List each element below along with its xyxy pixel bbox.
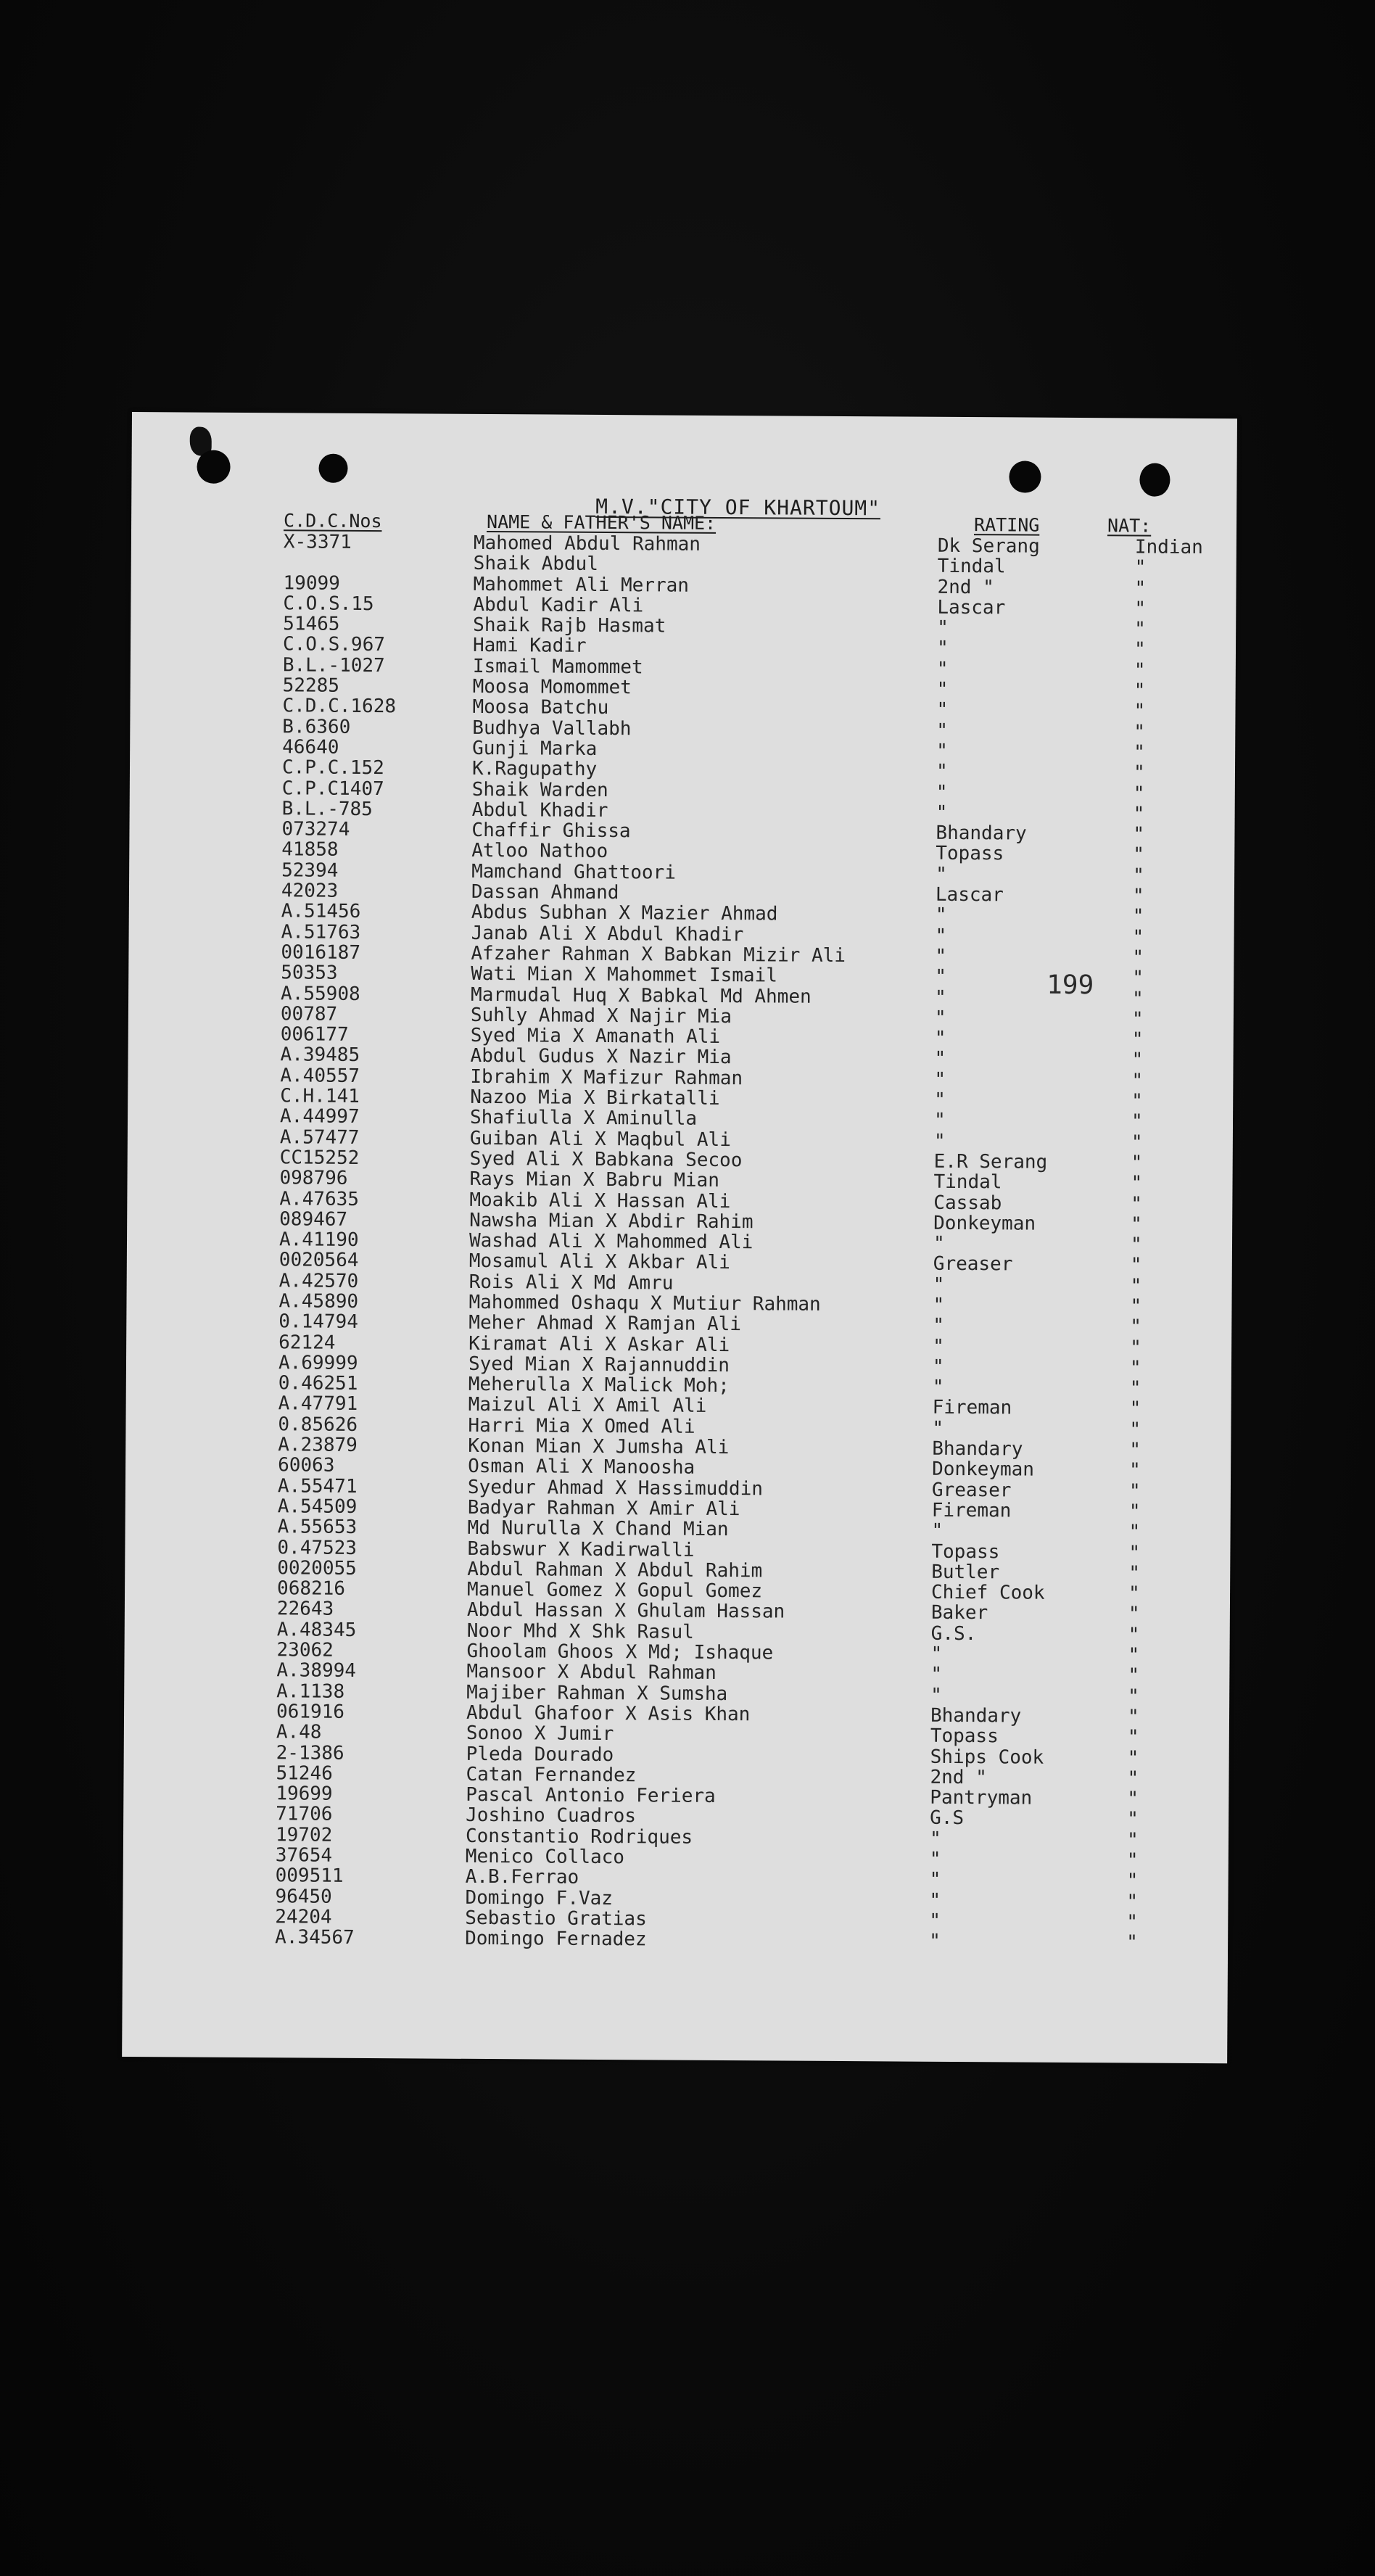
crew-name: Abdul Gudus X Nazir Mia	[470, 1045, 732, 1069]
cdc-number: 0.85626	[278, 1413, 358, 1436]
cdc-number: 19699	[276, 1783, 333, 1805]
page-number: 199	[1046, 970, 1094, 1001]
crew-name: Majiber Rahman X Sumsha	[466, 1681, 728, 1705]
crew-rating: "	[929, 1828, 941, 1850]
crew-rating: Lascar	[937, 596, 1006, 619]
crew-nationality: "	[1129, 1377, 1141, 1400]
crew-name: Osman Ali X Manoosha	[468, 1456, 695, 1479]
crew-name: Shaik Abdul	[473, 553, 599, 576]
crew-rating: "	[934, 1089, 946, 1111]
crew-name: Pleda Dourado	[466, 1743, 614, 1766]
cdc-number: X-3371	[283, 531, 352, 553]
crew-nationality: "	[1132, 905, 1144, 928]
crew-name: Mamchand Ghattoori	[471, 860, 676, 884]
crew-rating: "	[936, 637, 949, 660]
punch-hole-right-1	[1009, 461, 1041, 492]
crew-name: Maizul Ali X Amil Ali	[468, 1394, 707, 1418]
crew-name: Meher Ahmad X Ramjan Ali	[468, 1312, 742, 1336]
cdc-number: 37654	[275, 1844, 333, 1867]
crew-name: Nazoo Mia X Birkatalli	[470, 1086, 720, 1110]
crew-list	[123, 531, 1236, 1954]
cdc-number: C.D.C.1628	[282, 695, 397, 718]
crew-nationality: "	[1134, 598, 1147, 620]
crew-nationality: "	[1133, 783, 1145, 805]
crew-name: Abdul Rahman X Abdul Rahim	[467, 1558, 763, 1582]
crew-rating: "	[936, 740, 948, 762]
crew-rating: "	[929, 1848, 941, 1870]
crew-rating: G.S.	[930, 1622, 977, 1645]
crew-nationality: "	[1131, 1090, 1143, 1112]
cdc-number: 51465	[283, 613, 340, 635]
cdc-number: 0.14794	[278, 1310, 359, 1334]
crew-rating: Pantryman	[930, 1786, 1033, 1809]
crew-rating: Fireman	[932, 1397, 1012, 1419]
cdc-number: 19702	[275, 1823, 333, 1846]
header-cdc-nos: C.D.C.Nos	[284, 510, 382, 532]
crew-rating: "	[936, 678, 949, 701]
crew-name: Suhly Ahmad X Najir Mia	[470, 1004, 732, 1028]
crew-nationality: "	[1126, 1911, 1139, 1933]
cdc-number: CC15252	[279, 1147, 360, 1169]
crew-rating: "	[935, 966, 947, 988]
crew-name: Washad Ali X Mahommed Ali	[468, 1229, 753, 1254]
crew-rating: Bhandary	[932, 1437, 1023, 1461]
crew-nationality: "	[1126, 1931, 1138, 1954]
crew-name: Ibrahim X Mafizur Rahman	[470, 1065, 743, 1089]
crew-name: Abdul Kadir Ali	[473, 593, 644, 617]
crew-nationality: "	[1134, 577, 1147, 600]
cdc-number: A.45890	[278, 1290, 359, 1313]
crew-rating: "	[929, 1869, 941, 1891]
crew-rating: "	[934, 1027, 946, 1049]
cdc-number: A.55653	[277, 1516, 358, 1539]
crew-nationality: "	[1126, 1829, 1139, 1852]
crew-rating: "	[932, 1355, 944, 1378]
crew-nationality: "	[1133, 843, 1145, 866]
crew-nationality: "	[1131, 1152, 1143, 1174]
cdc-number: 089467	[279, 1208, 348, 1231]
crew-rating: "	[936, 699, 949, 722]
crew-name: Ghoolam Ghoos X Md; Ishaque	[466, 1640, 774, 1664]
crew-nationality: "	[1128, 1624, 1140, 1646]
cdc-number: A.41190	[278, 1229, 359, 1252]
cdc-number: 60063	[278, 1454, 335, 1477]
cdc-number: 96450	[275, 1885, 332, 1908]
crew-nationality: "	[1127, 1788, 1139, 1810]
cdc-number: A.48345	[276, 1618, 357, 1641]
crew-rating: Tindal	[937, 556, 1006, 578]
crew-name: Guiban Ali X Maqbul Ali	[469, 1127, 732, 1151]
crew-name: Pascal Antonio Feriera	[466, 1783, 716, 1808]
cdc-number: A.47791	[278, 1392, 358, 1416]
crew-rating: "	[935, 904, 947, 927]
cdc-number: A.38994	[276, 1659, 357, 1683]
crew-nationality: "	[1128, 1685, 1139, 1708]
cdc-number: A.40557	[280, 1064, 360, 1087]
cdc-number: 068216	[277, 1577, 346, 1600]
crew-rating: Greaser	[931, 1479, 1012, 1502]
crew-rating: G.S	[930, 1807, 965, 1830]
crew-rating: "	[936, 863, 947, 886]
crew-nationality: "	[1132, 946, 1144, 969]
cdc-number: A.57477	[279, 1126, 360, 1149]
crew-name: Syed Mia X Amanath Ali	[470, 1024, 721, 1049]
cdc-number: A.47635	[279, 1187, 360, 1210]
header-name: NAME & FATHER'S NAME:	[486, 511, 717, 534]
cdc-number: 52394	[281, 859, 339, 882]
crew-nationality: "	[1133, 823, 1145, 846]
crew-name: Hami Kadir	[472, 635, 587, 658]
crew-nationality: "	[1131, 1131, 1143, 1154]
cdc-number: A.34567	[275, 1926, 355, 1949]
crew-nationality: "	[1126, 1891, 1139, 1913]
crew-name: Catan Fernandez	[466, 1763, 637, 1787]
cdc-number: B.L.-1027	[282, 654, 385, 677]
crew-name: Sonoo X Jumir	[466, 1722, 614, 1746]
crew-rating: "	[932, 1417, 944, 1440]
crew-name: Moakib Ali X Hassan Ali	[469, 1189, 731, 1213]
cdc-number: C.H.141	[280, 1085, 360, 1107]
crew-rating: Cassab	[933, 1192, 1002, 1214]
crew-name: Dassan Ahmand	[471, 880, 619, 904]
crew-nationality: "	[1128, 1500, 1141, 1523]
crew-rating: "	[929, 1910, 941, 1932]
crew-nationality: "	[1129, 1459, 1141, 1482]
cdc-number: 52285	[282, 674, 340, 697]
cdc-number: A.1138	[276, 1680, 345, 1703]
crew-nationality: "	[1131, 1028, 1144, 1051]
cdc-number: 098796	[279, 1167, 348, 1190]
crew-nationality: "	[1131, 1070, 1144, 1092]
crew-rating: Baker	[930, 1602, 988, 1625]
crew-name: Konan Mian X Jumsha Ali	[468, 1434, 730, 1459]
crew-rating: Donkeyman	[932, 1458, 1035, 1481]
header-nationality: NAT:	[1107, 515, 1152, 537]
crew-name: Chaffir Ghissa	[471, 820, 631, 843]
crew-name: Md Nurulla X Chand Mian	[467, 1517, 729, 1541]
punch-hole-right-2	[1139, 463, 1170, 496]
crew-nationality: "	[1131, 1172, 1143, 1194]
crew-name: Shaik Warden	[471, 778, 608, 801]
crew-rating: Lascar	[935, 883, 1004, 907]
cdc-number: 0.47523	[277, 1536, 358, 1559]
crew-nationality: "	[1128, 1664, 1140, 1687]
crew-name: Constantio Rodriques	[465, 1825, 693, 1849]
crew-nationality: "	[1134, 741, 1145, 764]
crew-nationality: "	[1131, 1008, 1144, 1031]
cdc-number: 42023	[281, 880, 339, 902]
crew-rating: E.R Serang	[933, 1150, 1048, 1173]
crew-rating: "	[930, 1664, 943, 1686]
crew-name: Atloo Nathoo	[471, 840, 608, 863]
crew-name: Abdul Ghafoor X Asis Khan	[466, 1701, 751, 1726]
crew-nationality: "	[1134, 680, 1146, 702]
crew-nationality: "	[1132, 967, 1144, 989]
crew-name: A.B.Ferrao	[465, 1866, 579, 1889]
cdc-number: 061916	[276, 1701, 345, 1723]
crew-rating: "	[932, 1376, 944, 1399]
crew-rating: 2nd "	[930, 1766, 987, 1789]
cdc-number: 46640	[282, 736, 339, 759]
crew-nationality: "	[1134, 721, 1146, 743]
cdc-number: A.44997	[279, 1105, 360, 1128]
crew-rating: "	[935, 945, 947, 967]
crew-name: Syed Mian X Rajannuddin	[468, 1353, 730, 1376]
crew-rating: "	[934, 1048, 946, 1070]
cdc-number: 006177	[280, 1023, 349, 1046]
crew-rating: Fireman	[931, 1499, 1012, 1522]
crew-rating: "	[931, 1520, 943, 1543]
crew-name: Mahommed Oshaqu X Mutiur Rahman	[468, 1291, 821, 1316]
crew-name: Abdul Hassan X Ghulam Hassan	[466, 1599, 785, 1623]
crew-nationality: "	[1130, 1254, 1142, 1276]
crew-rating: "	[936, 781, 948, 804]
cdc-number: A.55908	[281, 982, 360, 1005]
crew-rating: Donkeyman	[933, 1212, 1036, 1235]
crew-rating: Chief Cook	[930, 1581, 1045, 1604]
crew-rating: "	[933, 1232, 945, 1255]
crew-name: Domingo Fernadez	[465, 1928, 647, 1951]
punch-hole-left-2	[318, 454, 347, 483]
crew-name: Mahommet Ali Merran	[473, 573, 690, 597]
crew-rating: "	[936, 801, 948, 824]
crew-rating: Greaser	[933, 1253, 1013, 1276]
crew-rating: "	[929, 1930, 941, 1953]
crew-nationality: "	[1129, 1439, 1141, 1461]
crew-name: Afzaher Rahman X Babkan Mizir Ali	[471, 942, 846, 967]
crew-rating: Ships Cook	[930, 1746, 1044, 1769]
crew-name: Menico Collaco	[465, 1845, 625, 1869]
cdc-number: A.55471	[277, 1474, 358, 1498]
crew-name: Rays Mian X Babru Mian	[469, 1168, 720, 1192]
crew-rating: Bhandary	[930, 1704, 1022, 1727]
document-title: M.V."CITY OF KHARTOUM"	[595, 494, 881, 521]
crew-nationality: "	[1127, 1746, 1139, 1770]
crew-name: Domingo F.Vaz	[465, 1886, 614, 1910]
crew-rating: "	[934, 1007, 946, 1029]
crew-rating: "	[933, 1130, 946, 1152]
crew-name: K.Ragupathy	[471, 758, 598, 781]
crew-nationality: "	[1128, 1521, 1141, 1543]
cdc-number: A.48	[276, 1721, 322, 1743]
crew-name: Nawsha Mian X Abdir Rahim	[469, 1209, 753, 1234]
crew-nationality: "	[1130, 1275, 1142, 1297]
cdc-number: 62124	[278, 1331, 336, 1354]
crew-name: Budhya Vallabh	[472, 717, 632, 740]
crew-rating: Bhandary	[936, 822, 1027, 845]
crew-name: Abdus Subhan X Mazier Ahmad	[471, 901, 778, 925]
crew-nationality: "	[1130, 1234, 1142, 1256]
crew-name: Shafiulla X Aminulla	[469, 1107, 698, 1131]
crew-name: Abdul Khadir	[471, 798, 608, 822]
cdc-number: 00787	[280, 1003, 338, 1025]
crew-name: Mansoor X Abdul Rahman	[466, 1661, 717, 1685]
crew-rating: "	[929, 1889, 941, 1912]
cdc-number: 2-1386	[276, 1741, 344, 1764]
crew-nationality: "	[1130, 1337, 1141, 1359]
crew-nationality: "	[1134, 700, 1146, 722]
crew-nationality: "	[1133, 761, 1145, 784]
crew-name: Joshino Cuadros	[466, 1804, 637, 1828]
cdc-number: C.O.S.15	[283, 593, 374, 615]
crew-name: Mosamul Ali X Akbar Ali	[468, 1250, 730, 1274]
crew-nationality: "	[1128, 1603, 1140, 1625]
crew-nationality: "	[1134, 638, 1146, 661]
cdc-number: C.P.C1407	[281, 777, 384, 800]
crew-name: Ismail Mamommet	[472, 655, 643, 679]
crew-rating: "	[936, 719, 949, 742]
crew-nationality: "	[1129, 1419, 1141, 1441]
cdc-number: A.51763	[281, 920, 361, 944]
cdc-number: 0020564	[278, 1249, 359, 1272]
cdc-number: 009511	[275, 1865, 344, 1888]
crew-nationality: "	[1131, 987, 1144, 1010]
cdc-number: A.69999	[278, 1352, 358, 1374]
crew-nationality: "	[1133, 864, 1144, 887]
crew-nationality: "	[1131, 1049, 1144, 1071]
cdc-number: 0016187	[281, 941, 361, 964]
crew-nationality: "	[1134, 556, 1147, 579]
crew-rating: "	[934, 986, 946, 1009]
crew-nationality: "	[1133, 803, 1145, 825]
crew-nationality: "	[1127, 1767, 1139, 1790]
cdc-number: 23062	[276, 1639, 334, 1661]
crew-nationality: "	[1134, 659, 1146, 682]
crew-rating: "	[930, 1643, 943, 1665]
cdc-number: 19099	[283, 571, 340, 595]
punch-hole-left-1	[197, 450, 230, 484]
cdc-number: A.54509	[277, 1495, 358, 1518]
crew-rating: "	[937, 616, 949, 640]
crew-nationality: "	[1131, 1110, 1143, 1133]
crew-name: Mahomed Abdul Rahman	[473, 532, 701, 556]
crew-name: Marmudal Huq X Babkal Md Ahmen	[471, 983, 812, 1008]
crew-nationality: "	[1128, 1582, 1140, 1605]
crew-nationality: "	[1127, 1706, 1139, 1728]
crew-nationality: "	[1127, 1808, 1139, 1830]
crew-name: Janab Ali X Abdul Khadir	[471, 922, 744, 946]
crew-name: Syed Ali X Babkana Secoo	[469, 1147, 743, 1172]
crew-name: Kiramat Ali X Askar Ali	[468, 1332, 730, 1356]
header-rating: RATING	[973, 514, 1040, 536]
document-sheet	[122, 412, 1237, 2063]
crew-nationality: "	[1129, 1398, 1141, 1420]
crew-rating: Butler	[931, 1561, 1000, 1584]
crew-rating: "	[933, 1273, 945, 1296]
cdc-number: A.51456	[281, 900, 361, 923]
cdc-number: 073274	[281, 818, 350, 841]
crew-rating: "	[933, 1315, 945, 1337]
crew-name: Meherulla X Malick Moh;	[468, 1374, 730, 1398]
crew-rating: "	[933, 1335, 944, 1358]
crew-nationality: "	[1130, 1316, 1142, 1338]
cdc-number: 22643	[276, 1598, 334, 1621]
cdc-number: B.6360	[282, 715, 351, 738]
crew-rating: "	[934, 1068, 946, 1091]
crew-nationality: "	[1132, 885, 1144, 907]
cdc-number: 71706	[276, 1803, 333, 1826]
crew-rating: "	[933, 1294, 945, 1316]
cdc-number: B.L.-785	[281, 798, 373, 820]
crew-name: Babswur X Kadirwalli	[467, 1537, 695, 1561]
crew-nationality: "	[1128, 1480, 1141, 1503]
crew-nationality: "	[1128, 1541, 1141, 1564]
cdc-number: A.23879	[278, 1434, 358, 1456]
crew-nationality: "	[1134, 618, 1146, 640]
crew-name: Badyar Rahman X Amir Ali	[467, 1496, 740, 1521]
crew-nationality: "	[1128, 1644, 1140, 1667]
cdc-number: 50353	[281, 962, 338, 984]
crew-name: Sebastio Gratias	[465, 1907, 647, 1931]
crew-nationality: "	[1131, 1213, 1142, 1236]
cdc-number: A.42570	[278, 1269, 359, 1292]
crew-name: Gunji Marka	[472, 737, 598, 760]
crew-nationality: "	[1126, 1849, 1139, 1872]
crew-nationality: "	[1132, 926, 1144, 949]
crew-nationality: "	[1130, 1295, 1142, 1318]
cdc-number: C.P.C.152	[281, 756, 384, 780]
crew-rating: Tindal	[933, 1171, 1002, 1194]
crew-name: Wati Mian X Mahommet Ismail	[471, 963, 777, 987]
crew-name: Syedur Ahmad X Hassimuddin	[467, 1476, 764, 1500]
crew-nationality: "	[1126, 1870, 1139, 1892]
cdc-number: 41858	[281, 838, 339, 862]
crew-name: Manuel Gomez X Gopul Gomez	[466, 1578, 763, 1603]
crew-rating: Topass	[930, 1725, 999, 1748]
crew-rating: Topass	[936, 843, 1004, 865]
crew-nationality: "	[1129, 1357, 1141, 1379]
cdc-number: 0020055	[277, 1557, 357, 1580]
crew-name: Moosa Batchu	[472, 696, 609, 719]
crew-nationality: "	[1128, 1562, 1140, 1585]
crew-nationality: "	[1127, 1726, 1139, 1749]
cdc-number: 51246	[276, 1762, 333, 1785]
crew-rating: "	[933, 1110, 946, 1132]
cdc-number: 0.46251	[278, 1372, 358, 1395]
crew-rating: "	[930, 1684, 942, 1706]
crew-name: Moosa Momommet	[472, 675, 632, 699]
crew-rating: "	[936, 761, 948, 783]
crew-rating: 2nd "	[937, 576, 994, 598]
crew-rating: Topass	[931, 1540, 1000, 1563]
crew-name: Shaik Rajb Hasmat	[473, 614, 666, 637]
crew-rating: "	[935, 925, 947, 947]
crew-rating: Dk Serang	[937, 534, 1040, 558]
cdc-number: 24204	[275, 1906, 332, 1928]
cdc-number: C.O.S.967	[282, 633, 386, 656]
crew-name: Noor Mhd X Shk Rasul	[466, 1619, 694, 1643]
crew-name: Harri Mia X Omed Ali	[468, 1414, 695, 1438]
crew-nationality: "	[1131, 1192, 1143, 1215]
crew-name: Rois Ali X Md Amru	[468, 1271, 674, 1295]
crew-nationality: Indian	[1134, 536, 1203, 559]
crew-rating: "	[936, 658, 949, 680]
cdc-number: A.39485	[280, 1044, 360, 1067]
